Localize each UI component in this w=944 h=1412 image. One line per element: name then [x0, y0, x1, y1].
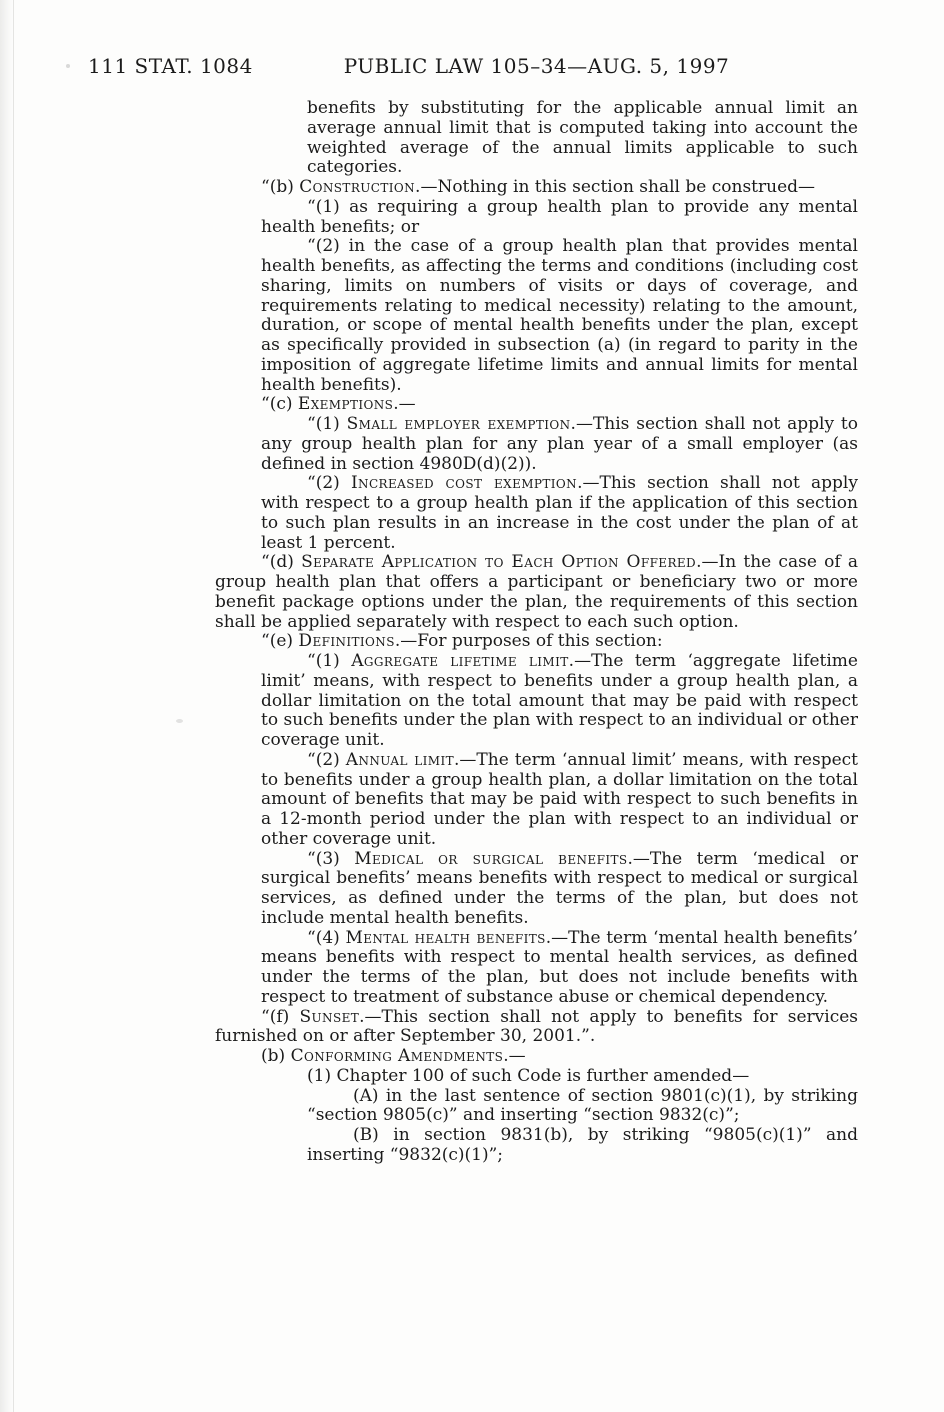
paragraph-text: (1) Chapter 100 of such Code is further amended— — [307, 1065, 750, 1086]
paragraph-text: “(c) — [261, 394, 298, 415]
paragraph-text: .—This section shall not apply to any group health plan for any plan year of a small employer (as defined in section 4980D(d)(2)). — [261, 414, 858, 474]
paragraph-text: (b) — [261, 1046, 291, 1066]
paragraph-text: “(2) in the case of a group health plan that provides mental health benefits, as affecting the terms and conditions (including cost sharing, limits on numbers of visits or days of coverage, and requirements relating to medical necessity) relating to the amount, duration, or scope of mental health benefits under the plan, except as specifically provided in subsection (a) (in regard to parity in the imposition of aggregate lifetime limits and annual limits for mental health benefits). — [261, 236, 858, 395]
paragraph-text: “(e) — [261, 631, 299, 652]
paragraph-text: .—The term ‘aggregate lifetime limit’ means, with respect to benefits under a group health plan, a dollar limitation on the total amount that may be paid with respect to such benefits under the plan with respect to an individual or other coverage unit. — [261, 651, 858, 750]
paragraph-text: .—The term ‘medical or surgical benefits’ means benefits with respect to medical or surgical services, as defined under the terms of the plan, but does not include mental health benefits. — [261, 848, 858, 928]
small-caps-heading: Increased cost exemption — [350, 473, 578, 494]
statute-paragraph — [215, 751, 858, 850]
statute-body — [215, 99, 858, 1166]
paragraph-text: “(d) — [261, 552, 302, 573]
statute-paragraph — [215, 198, 858, 238]
statute-paragraph — [215, 652, 858, 751]
statute-paragraph — [215, 178, 858, 198]
small-caps-heading: Aggregate lifetime limit — [351, 651, 569, 671]
small-caps-heading: Conforming Amendments — [290, 1046, 504, 1066]
page-edge-shadow — [0, 0, 14, 1412]
statute-paragraph — [215, 1126, 858, 1166]
small-caps-heading: Separate Application to Each Option Offered — [301, 552, 697, 573]
statute-paragraph — [215, 929, 858, 1008]
paragraph-text: .—For purposes of this section: — [394, 631, 663, 652]
paragraph-text: benefits by substituting for the applicable annual limit an average annual limit that is computed taking into account the weighted average of the annual limits applicable to such categories. — [307, 98, 858, 178]
paragraph-text: .— — [503, 1046, 526, 1066]
paragraph-text: “(1) — [307, 651, 352, 671]
paragraph-text: (A) in the last sentence of section 9801(c)(1), by striking “section 9805(c)” and inserting “section 9832(c)”; — [307, 1085, 858, 1126]
statute-paragraph — [215, 395, 858, 415]
paragraph-text: “(f) — [261, 1006, 300, 1027]
paragraph-text: (B) in section 9831(b), by striking “9805(c)(1)” and inserting “9832(c)(1)”; — [307, 1125, 858, 1165]
paragraph-text: “(1) — [307, 414, 347, 434]
paragraph-text: “(3) — [307, 848, 355, 869]
statute-paragraph — [215, 1087, 858, 1127]
small-caps-heading: Small employer exemption — [346, 414, 571, 434]
paragraph-text: .— — [393, 394, 416, 415]
paragraph-text: .—This section shall not apply to benefits for services furnished on or after September 30, 2001.”. — [215, 1006, 858, 1047]
paragraph-text: .—The term ‘mental health benefits’ means benefits with respect to mental health services, as defined under the terms of the plan, but does not include benefits with respect to treatment of substance abuse or chemical dependency. — [261, 927, 858, 1007]
statute-paragraph — [215, 1008, 858, 1048]
statute-paragraph — [215, 99, 858, 178]
paragraph-text: .—This section shall not apply with respect to a group health plan if the application of this section to such plan results in an increase in the cost under the plan of at least 1 percent. — [261, 473, 858, 553]
small-caps-heading: Exemptions — [297, 394, 394, 415]
paragraph-text: “(1) as requiring a group health plan to provide any mental health benefits; or — [261, 196, 858, 237]
paragraph-text: “(2) — [307, 749, 346, 770]
statute-paragraph — [215, 415, 858, 474]
running-header — [0, 54, 944, 80]
scan-speck — [176, 719, 183, 723]
small-caps-heading: Medical or surgical benefits — [354, 848, 628, 869]
small-caps-heading: Construction — [299, 177, 416, 197]
small-caps-heading: Annual limit — [345, 749, 455, 770]
statute-paragraph — [215, 1047, 858, 1067]
public-law-heading: PUBLIC LAW 105–34—AUG. 5, 1997 — [343, 54, 730, 78]
small-caps-heading: Mental health benefits — [345, 927, 546, 948]
paragraph-text: “(b) — [261, 177, 300, 197]
statute-paragraph — [215, 850, 858, 929]
scan-speck — [66, 64, 70, 68]
statute-paragraph — [215, 474, 858, 553]
statute-paragraph — [215, 632, 858, 652]
paragraph-text: “(4) — [307, 927, 346, 948]
stat-page-number: 111 STAT. 1084 — [88, 54, 253, 78]
paragraph-text: “(2) — [307, 473, 351, 494]
statute-paragraph — [215, 1067, 858, 1087]
paragraph-text: .—The term ‘annual limit’ means, with respect to benefits under a group health plan, a dollar limitation on the total amount of benefits that may be paid with respect to such benefits in a 12-month period under the plan with respect to an individual or other coverage unit. — [261, 749, 858, 849]
paragraph-text: .—Nothing in this section shall be construed— — [415, 177, 816, 197]
statute-paragraph — [215, 237, 858, 395]
small-caps-heading: Definitions — [298, 631, 395, 652]
statute-paragraph — [215, 553, 858, 632]
small-caps-heading: Sunset — [299, 1006, 360, 1027]
paragraph-text: .—In the case of a group health plan that offers a participant or beneficiary two or more benefit package options under the plan, the requirements of this section shall be applied separately with respect to each such option. — [215, 552, 858, 632]
